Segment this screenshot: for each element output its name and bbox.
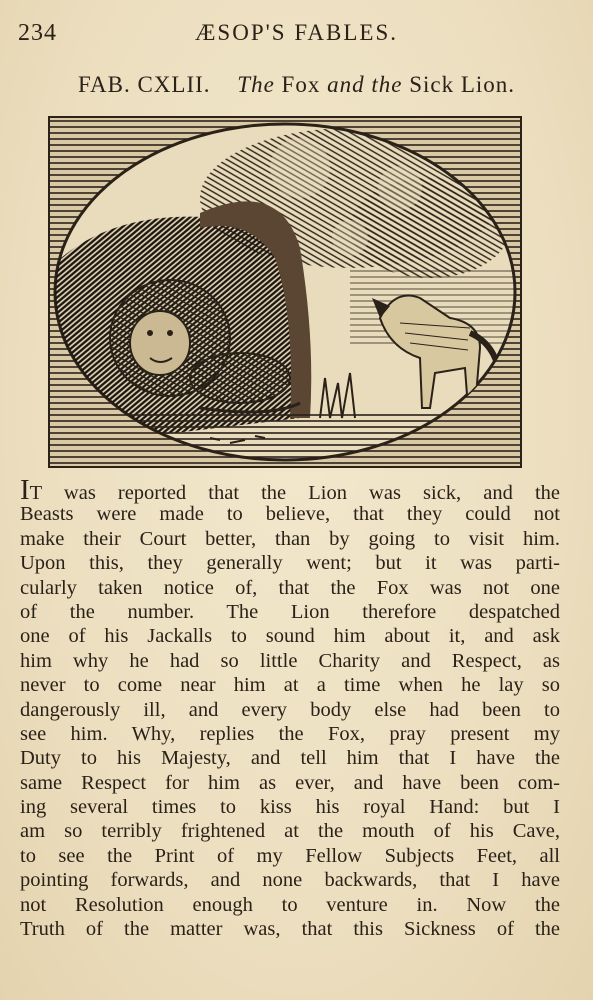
- text-line: same Respect for him as ever, and have been com-: [20, 771, 560, 794]
- text-line: Upon this, they generally went; but it was parti-: [20, 552, 560, 575]
- running-head: [14, 20, 579, 50]
- text-line: of the number. The Lion therefore despatched: [20, 600, 560, 623]
- text-line: one of his Jackalls to sound him about it, and ask: [20, 625, 560, 648]
- fable-number: FAB. CXLII.: [77, 72, 211, 97]
- text-line: make their Court better, than by going to visit him.: [20, 527, 560, 550]
- fable-title-and-the: and the: [327, 72, 403, 97]
- fable-text: [20, 474, 560, 941]
- fox-and-lion-woodcut: [50, 118, 520, 466]
- text-line: not Resolution enough to venture in. Now the: [20, 893, 560, 916]
- fable-heading: [40, 72, 553, 98]
- woodcut-illustration: [48, 116, 522, 468]
- text-line: Beasts were made to believe, that they could not: [20, 503, 560, 526]
- text-line: dangerously ill, and every body else had been to: [20, 698, 560, 721]
- text-line: never to come near him at a time when he lay so: [20, 674, 560, 697]
- fable-title-sick-lion: Sick Lion.: [409, 72, 516, 97]
- text-line: Duty to his Majesty, and tell him that I have the: [20, 747, 560, 770]
- fable-title-fox: Fox: [281, 72, 321, 97]
- book-title: ÆSOP'S FABLES.: [194, 20, 398, 45]
- text-line: see him. Why, replies the Fox, pray present my: [20, 722, 560, 745]
- text-line: Truth of the matter was, that this Sickness of the: [20, 918, 560, 941]
- fable-title-prefix: The: [237, 72, 275, 97]
- text-line: am so terribly frightened at the mouth of his Cave,: [20, 820, 560, 843]
- text-line: ing several times to kiss his royal Hand: but I: [20, 796, 560, 819]
- text-line: cularly taken notice of, that the Fox was not one: [20, 576, 560, 599]
- text-line: pointing forwards, and none backwards, that I have: [20, 869, 560, 892]
- page-number: 234: [18, 20, 57, 46]
- text-line: IT was reported that the Lion was sick, and the: [20, 474, 560, 506]
- text-line: him why he had so little Charity and Respect, as: [20, 649, 560, 672]
- text-line: to see the Print of my Fellow Subjects Feet, all: [20, 844, 560, 867]
